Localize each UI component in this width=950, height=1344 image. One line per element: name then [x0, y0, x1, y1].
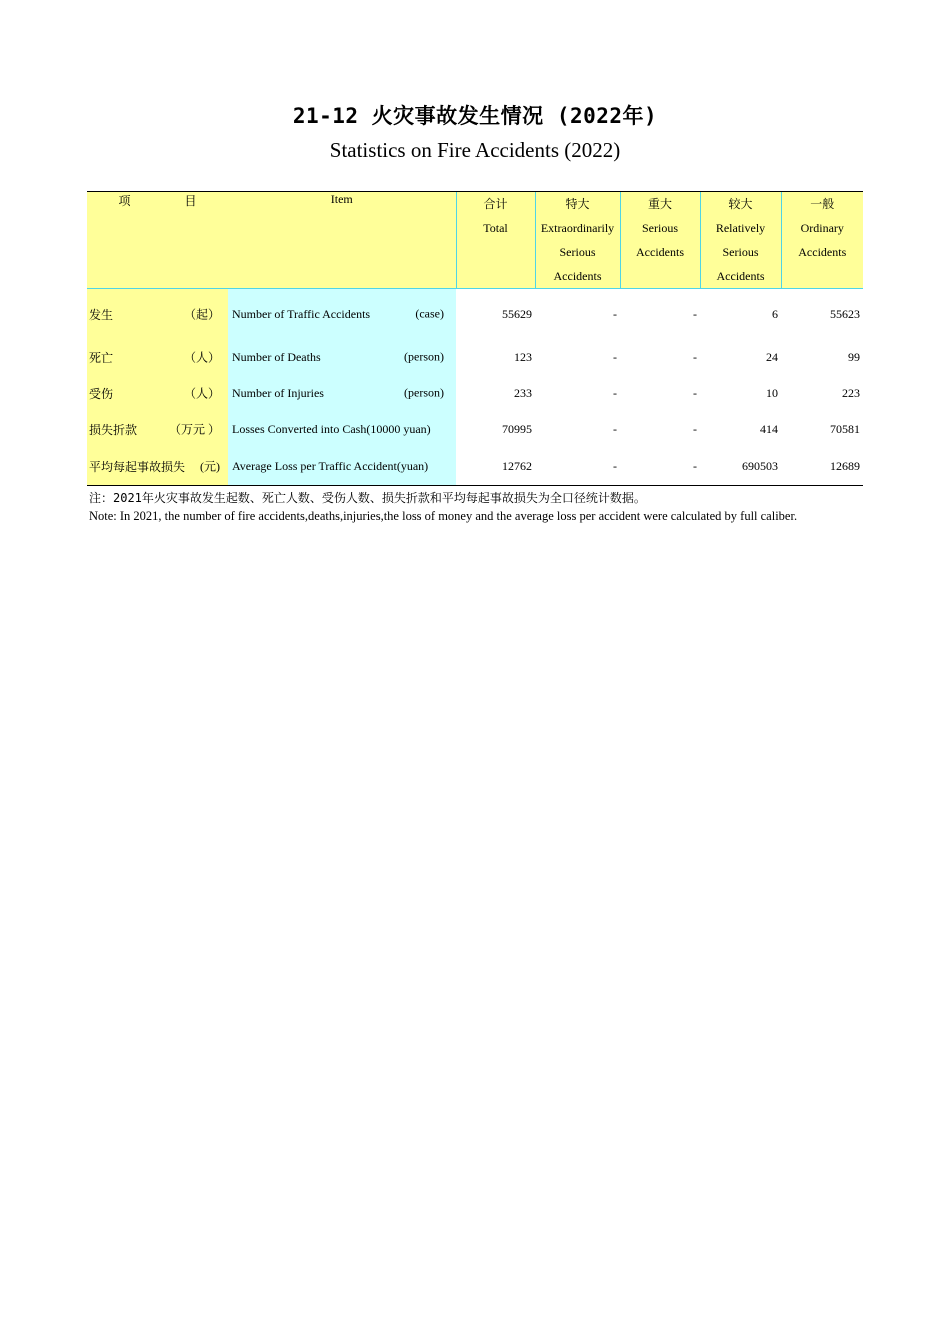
fire-accidents-table	[87, 191, 863, 486]
cell-serious: -	[620, 447, 700, 486]
cell-total: 70995	[502, 421, 532, 436]
cell-ordinary: 70581	[830, 421, 860, 436]
cell-relatively-serious: 414	[760, 421, 778, 436]
header-serious: 重大 Serious Accidents	[620, 192, 700, 289]
header-total: 合计 Total	[456, 192, 535, 289]
cell-total: 233	[514, 385, 532, 400]
cell-relatively-serious: 6	[772, 306, 778, 321]
row-label-en: Losses Converted into Cash(10000 yuan)	[228, 411, 456, 447]
cell-total: 123	[514, 349, 532, 364]
header-item-cn-char2: 目	[184, 194, 197, 208]
cell-ordinary: 99	[848, 349, 860, 364]
page-title-en: Statistics on Fire Accidents (2022)	[329, 138, 621, 162]
row-label-en: Average Loss per Traffic Accident(yuan)	[228, 447, 456, 486]
cell-extraordinarily-serious: -	[613, 385, 617, 400]
row-label-cn: 死亡 （人）	[87, 339, 228, 375]
header-item-cn	[87, 192, 228, 289]
note-cn: 注：2021年火灾事故发生起数、死亡人数、受伤人数、损失折款和平均每起事故损失为全口径统计数据。	[89, 491, 646, 505]
cell-serious: -	[693, 385, 697, 400]
header-relatively-serious: 较大 Relatively Serious Accidents	[700, 192, 781, 289]
cell-extraordinarily-serious: -	[613, 306, 617, 321]
cell-extraordinarily-serious: -	[613, 349, 617, 364]
cell-serious: -	[693, 306, 697, 321]
table-row	[87, 411, 863, 447]
cell-extraordinarily-serious: -	[535, 447, 620, 486]
header-ordinary: 一般 Ordinary Accidents	[781, 192, 863, 289]
cell-serious: -	[693, 421, 697, 436]
table-row	[87, 447, 863, 486]
table-row	[87, 375, 863, 411]
header-item-en: Item	[228, 192, 456, 289]
table-row	[87, 289, 863, 340]
cell-ordinary: 55623	[830, 306, 860, 321]
cell-ordinary: 12689	[781, 447, 863, 486]
row-label-en: Number of Injuries (person)	[228, 375, 456, 411]
table-notes	[89, 489, 797, 525]
row-label-cn: 受伤 （人）	[87, 375, 228, 411]
row-label-cn: 发生 （起）	[87, 289, 228, 340]
table-row	[87, 339, 863, 375]
cell-relatively-serious: 690503	[700, 447, 781, 486]
cell-ordinary: 223	[842, 385, 860, 400]
table-header-row	[87, 192, 863, 289]
cell-extraordinarily-serious: -	[613, 421, 617, 436]
cell-serious: -	[693, 349, 697, 364]
row-label-en: Number of Traffic Accidents (case)	[228, 289, 456, 340]
cell-total: 55629	[502, 306, 532, 321]
row-label-cn: 损失折款 （万元 ）	[87, 411, 228, 447]
cell-total: 12762	[456, 447, 535, 486]
cell-relatively-serious: 10	[766, 385, 778, 400]
page-title-cn: 21-12 火灾事故发生情况 (2022年)	[292, 104, 658, 128]
cell-relatively-serious: 24	[766, 349, 778, 364]
header-item-cn-char1: 项	[118, 194, 131, 208]
note-en: Note: In 2021, the number of fire accidents,deaths,injuries,the loss of money and the average loss per accident were calculated by full caliber.	[89, 509, 798, 523]
header-extraordinarily-serious: 特大 Extraordinarily Serious Accidents	[535, 192, 620, 289]
row-label-en: Number of Deaths (person)	[228, 339, 456, 375]
row-label-cn: 平均每起事故损失 (元)	[87, 447, 228, 486]
